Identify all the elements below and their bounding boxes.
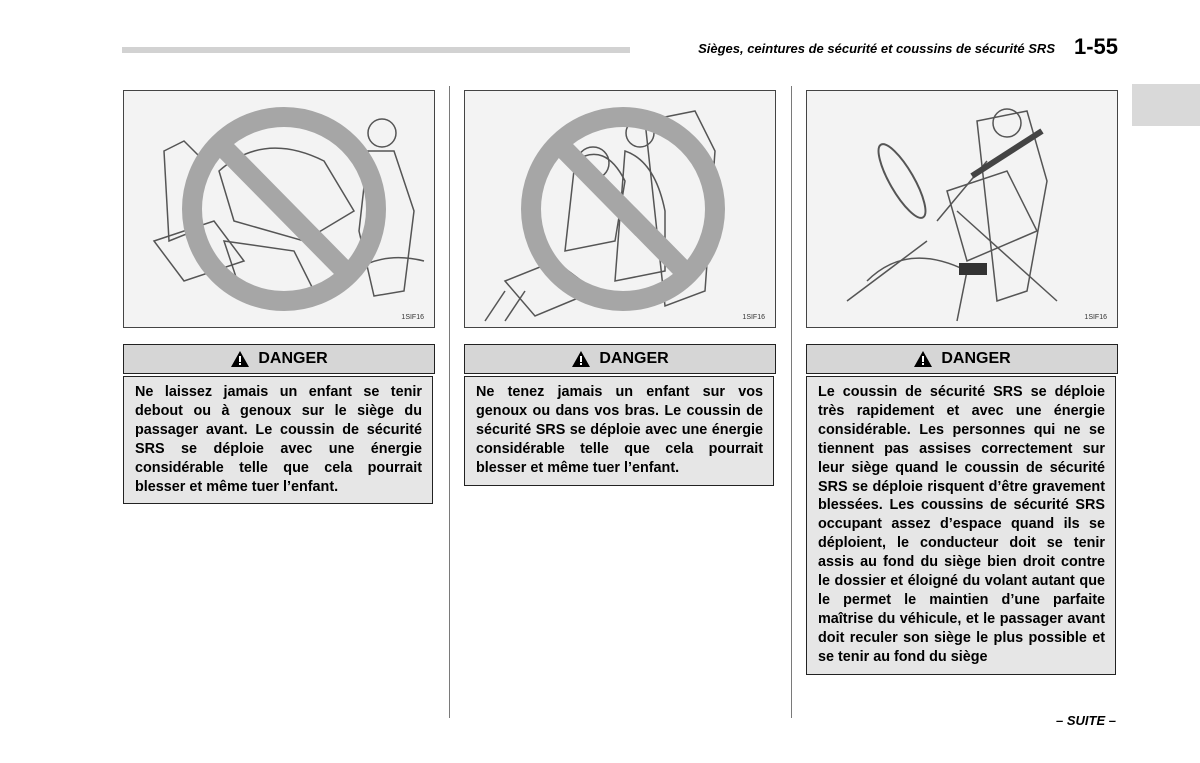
column-3 — [806, 90, 1120, 675]
chapter-tab — [1132, 84, 1200, 126]
danger-header — [806, 344, 1118, 374]
danger-text: Ne laissez jamais un enfant se tenir debout ou à genoux sur le siège du passager avant. Le coussin de sécurité SRS se déploie avec une énergie considérable telle que cela pourrait blesser et même tuer l’enfant. — [135, 384, 422, 495]
page-number: 1-55 — [1073, 34, 1118, 59]
danger-header — [123, 344, 435, 374]
danger-box — [806, 376, 1116, 675]
illustration-proper-seating-position — [806, 90, 1118, 328]
danger-box — [464, 376, 774, 486]
danger-box — [123, 376, 433, 504]
illustration-child-standing-prohibited — [123, 90, 435, 328]
danger-text: Le coussin de sécurité SRS se déploie très rapidement et avec une énergie considérable. Les personnes qui ne se tiennent pas assises correctement sur leur siège quand le coussin de sécurité SRS se déploie risquent d’être gravement blessées. Les coussins de sécurité SRS occupant assez d’espace quand ils se déploient, le conducteur doit se tenir assis au fond du siège bien droit contre le dossier et éloigné du volant autant que le permet le maintien d’une parfaite maîtrise du véhicule, et le passager avant doit reculer son siège le plus possible et se tenir au fond du siège — [818, 384, 1105, 665]
danger-label: DANGER — [941, 350, 1011, 367]
warning-triangle-icon — [230, 350, 250, 368]
column-separator — [449, 86, 450, 718]
danger-label: DANGER — [258, 350, 328, 367]
header-rule — [122, 47, 630, 53]
figure-code: 1SIF16 — [1084, 314, 1107, 321]
figure-code: 1SIF16 — [401, 314, 424, 321]
warning-triangle-icon — [913, 350, 933, 368]
danger-header — [464, 344, 776, 374]
illustration-child-on-lap-prohibited — [464, 90, 776, 328]
danger-label: DANGER — [599, 350, 669, 367]
continued-indicator: – SUITE – — [1056, 713, 1116, 728]
column-separator — [791, 86, 792, 718]
column-2 — [464, 90, 778, 486]
column-1 — [123, 90, 437, 504]
figure-code: 1SIF16 — [742, 314, 765, 321]
warning-triangle-icon — [571, 350, 591, 368]
page-header-title: Sièges, ceintures de sécurité et coussins de sécurité SRS — [698, 41, 1055, 56]
danger-text: Ne tenez jamais un enfant sur vos genoux ou dans vos bras. Le coussin de sécurité SRS se déploie avec une énergie considérable telle que cela pourrait blesser et même tuer l’enfant. — [476, 384, 763, 476]
